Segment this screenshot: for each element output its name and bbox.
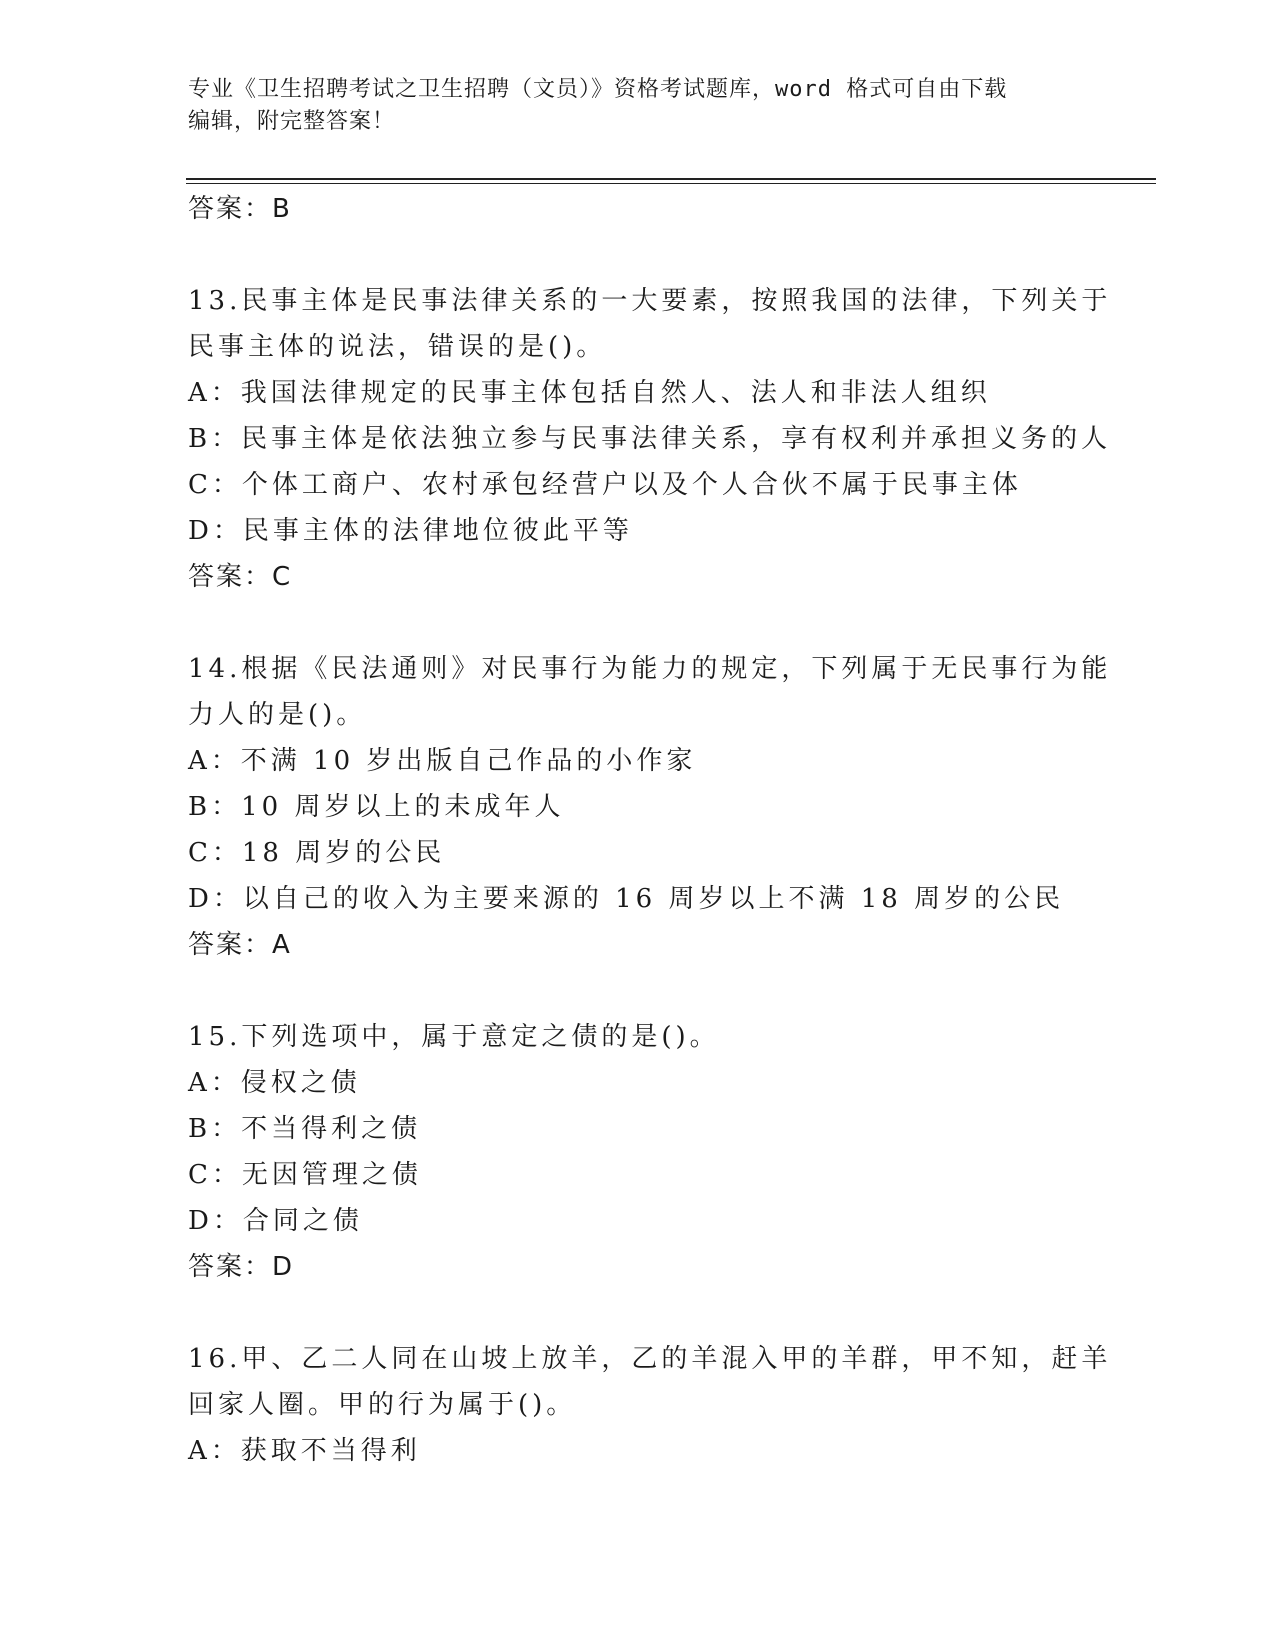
spacer <box>188 1290 1088 1336</box>
option-b: B：民事主体是依法独立参与民事法律关系，享有权利并承担义务的人 <box>188 424 1112 454</box>
question-stem: 15.下列选项中，属于意定之债的是()。 <box>188 1022 720 1052</box>
question-stem-cont: 力人的是()。 <box>188 700 367 730</box>
question-15 <box>188 1014 1088 1290</box>
question-14 <box>188 646 1112 968</box>
answer-line-12: 答案：B <box>188 194 292 224</box>
spacer <box>188 968 1088 1014</box>
answer-line: 答案：C <box>188 562 293 592</box>
page-header <box>188 74 1068 138</box>
answer-line: 答案：A <box>188 930 292 960</box>
header-rule-thin <box>186 183 1156 184</box>
option-d: D：以自己的收入为主要来源的 16 周岁以上不满 18 周岁的公民 <box>188 884 1065 914</box>
header-line-2: 编辑，附完整答案！ <box>188 109 396 134</box>
question-stem: 16.甲、乙二人同在山坡上放羊，乙的羊混入甲的羊群，甲不知，赶羊 <box>188 1344 1112 1374</box>
option-c: C：18 周岁的公民 <box>188 838 446 868</box>
option-d: D：合同之债 <box>188 1206 363 1236</box>
option-b: B：10 周岁以上的未成年人 <box>188 792 565 822</box>
option-c: C：无因管理之债 <box>188 1160 422 1190</box>
question-content <box>188 186 1112 1474</box>
option-a: A：我国法律规定的民事主体包括自然人、法人和非法人组织 <box>188 378 991 408</box>
option-d: D：民事主体的法律地位彼此平等 <box>188 516 633 546</box>
option-a: A：获取不当得利 <box>188 1436 421 1466</box>
question-stem-cont: 民事主体的说法，错误的是()。 <box>188 332 607 362</box>
header-line-1: 专业《卫生招聘考试之卫生招聘（文员）》资格考试题库，word 格式可自由下载 <box>188 77 1008 102</box>
option-b: B：不当得利之债 <box>188 1114 422 1144</box>
header-rule-thick <box>186 178 1156 180</box>
question-16 <box>188 1336 1112 1474</box>
spacer <box>188 600 1088 646</box>
option-c: C：个体工商户、农村承包经营户以及个人合伙不属于民事主体 <box>188 470 1022 500</box>
question-stem: 13.民事主体是民事法律关系的一大要素，按照我国的法律，下列关于 <box>188 286 1112 316</box>
option-a: A：侵权之债 <box>188 1068 361 1098</box>
spacer <box>188 232 1088 278</box>
question-13 <box>188 278 1112 600</box>
option-a: A：不满 10 岁出版自己作品的小作家 <box>188 746 697 776</box>
question-stem-cont: 回家人圈。甲的行为属于()。 <box>188 1390 577 1420</box>
answer-line: 答案：D <box>188 1252 295 1282</box>
question-stem: 14.根据《民法通则》对民事行为能力的规定，下列属于无民事行为能 <box>188 654 1112 684</box>
